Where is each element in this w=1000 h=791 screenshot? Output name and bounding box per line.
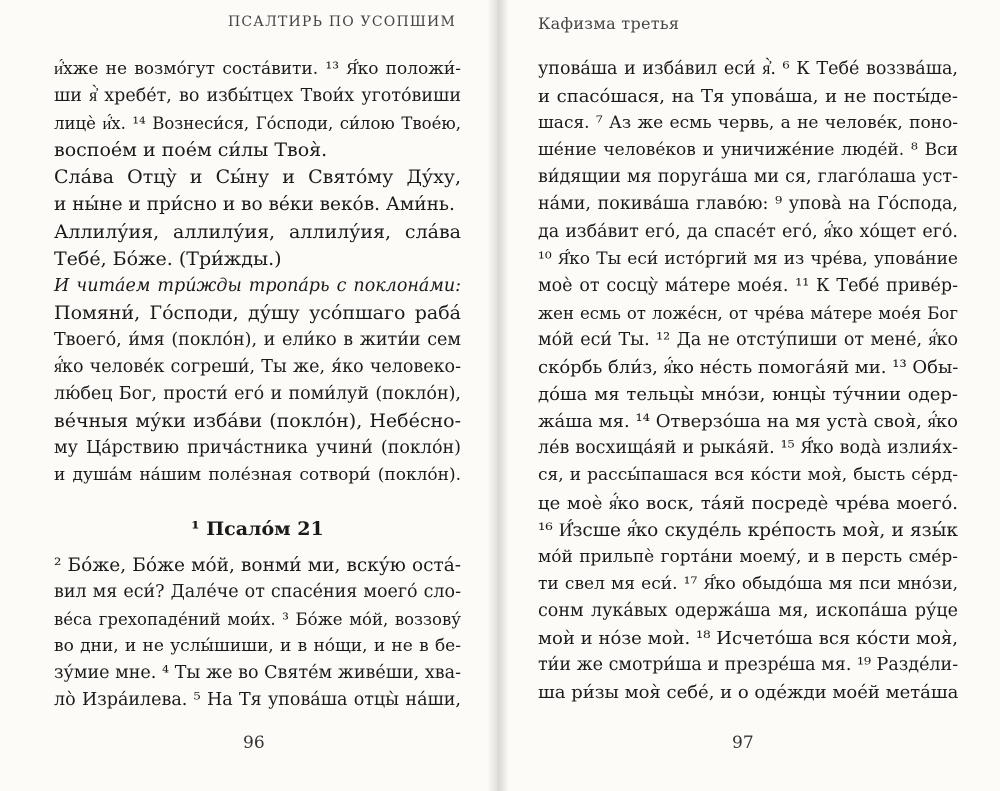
text-line: Аллилу́ия, аллилу́ия, аллилу́ия, сла́ва bbox=[54, 220, 461, 243]
text-line: лю́бец Бог, прости́ его́ и поми́луй (покло́н), bbox=[54, 384, 461, 405]
text-line: ло̀ Изра́илева. ⁵ На Тя упова́ша отцы̀ на́ши, bbox=[54, 689, 461, 710]
text-line: и душа́м на́шим поле́зная сотвори́ (покло́н). bbox=[54, 465, 461, 486]
page-number-left: 96 bbox=[243, 733, 265, 753]
text-line: до́ша мя тельцы̀ мно́зи, юнцы̀ ту́чнии одер- bbox=[538, 384, 958, 406]
text-line: ско́рбь бли́з, я҆́ко не́сть помога́яй ми. ¹³ Обы- bbox=[538, 357, 959, 379]
text-line: ше́ние челове́ков и уничиже́ние люде́й. ⁸ Вси bbox=[538, 140, 958, 161]
left-page-text bbox=[54, 56, 461, 714]
text-line: моѐ от сосцу̀ ма́тере мое́я. ¹¹ К Тебе́ приве́р- bbox=[538, 275, 958, 296]
text-line: и҆́хже не возмо́гут соста́вити. ¹³ Я҆́ко положи́- bbox=[54, 59, 461, 79]
text-line: воспое́м и пое́м си́лы Твоя̀. bbox=[54, 139, 328, 162]
text-line: мо́й прильпѐ горта́ни моему́, и в персть сме́р- bbox=[538, 546, 958, 567]
text-line: ти свел мя еси́. ¹⁷ Я҆́ко обыдо́ша мя пси мно́зи, bbox=[538, 573, 958, 594]
right-page-text bbox=[538, 56, 958, 706]
text-line: жа́ша мя. ¹⁴ Отверзо́ша на мя уста̀ своя̀, я҆́ко bbox=[538, 411, 958, 433]
text-line: Твоего́, и́мя (покло́н), и ели́ко в жити́и сем bbox=[54, 329, 461, 350]
text-line: на́ми, покива́ша главо́ю: ⁹ упова̀ на Го́спода, bbox=[538, 194, 958, 215]
text-line: ле́в восхища́яй и рыка́яй. ¹⁵ Я҆́ко вода̀ излия́х- bbox=[538, 438, 958, 459]
text-line: мо́й еси́ Ты. ¹² Да не отсту́пиши от мене́, я҆́ко bbox=[538, 329, 958, 350]
text-line: Помяни́, Го́споди, ду́шу усо́пшаго раба́ bbox=[54, 301, 461, 324]
text-line: лицѐ и҆́х. ¹⁴ Вознеси́ся, Го́споди, си́лою Твое́ю, bbox=[54, 114, 461, 134]
rubric-line: И чита́ем три́жды тропа́рь с поклона́ми: bbox=[54, 275, 461, 296]
text-line: му Ца́рствию прича́стника учини́ (покло́н) bbox=[54, 438, 461, 459]
text-line: я҆́ко челове́к согреши́, Ты же, я́ко человеко- bbox=[54, 357, 461, 378]
text-line: упова́ша и изба́вил еси́ я҆̀. ⁶ К Тебе́ воззва́ша, bbox=[538, 59, 958, 79]
text-line: ви́дящии мя поруга́ша ми ся, глаго́лаша уст- bbox=[538, 167, 958, 188]
text-line: ве́чныя му́ки изба́ви (покло́н), Небе́сно- bbox=[54, 410, 461, 433]
text-line: сонм лука́вых одержа́ша мя, ископа́ша ру́це bbox=[538, 600, 958, 621]
text-line: жен есмь от ложе́сн, от чре́ва ма́тере мое́я Бог bbox=[538, 303, 958, 323]
text-line: ¹⁰ Я҆́ко Ты еси́ исто́ргий мя из чре́ва, упова́ние bbox=[538, 248, 958, 269]
right-page bbox=[508, 0, 1000, 791]
text-line: вил мя еси́? Дале́че от спасе́ния моего́ сло- bbox=[54, 581, 461, 602]
text-line: Сла́ва Отцу̀ и Сы́ну и Свято́му Ду́ху, bbox=[54, 166, 461, 189]
running-header-left: ПСАЛТИРЬ ПО УСОПШИМ bbox=[227, 14, 456, 30]
text-line: Тебе́, Бо́же. (Три́жды.) bbox=[54, 247, 282, 270]
text-line: ¹⁶ И҆́зсше я҆́ко скуде́ль кре́пость моя̀, и язы́к bbox=[538, 519, 958, 541]
text-line: шася. ⁷ Аз же есмь червь, а не челове́к, поно- bbox=[538, 113, 958, 134]
text-line: и спасо́шася, на Тя упова́ша, и не посты́де- bbox=[538, 86, 958, 108]
text-line: ся, и рассы́пашася вся ко́сти моя̀, бысть се́рд- bbox=[538, 465, 958, 486]
text-line: ² Бо́же, Бо́же мо́й, вонми́ ми, вску́ю оста́- bbox=[54, 554, 461, 576]
text-line: ти́и же смотри́ша и презре́ша мя. ¹⁹ Разде́ли- bbox=[538, 655, 959, 676]
text-line: ша ри́зы моя̀ себе́, и о оде́жди мое́й мета́ша bbox=[538, 682, 959, 704]
text-line: и ны́не и при́сно и во ве́ки веко́в. Ами́нь. bbox=[54, 194, 455, 216]
running-header-right: Кафизма третья bbox=[538, 14, 680, 33]
text-line: ши я҆̀ хребе́т, во избы́тцех Твои́х угото́виши bbox=[54, 86, 461, 107]
text-line: це моѐ я҆́ко воск, та́яй посредѐ чре́ва моего́. bbox=[538, 492, 958, 514]
text-line: да изба́вит его́, да спасе́т его́, я҆́ко хо́щет его́. bbox=[538, 221, 958, 242]
psalm-heading: ¹ Псало́м 21 bbox=[191, 517, 324, 540]
text-line: во дни, и не услы́шиши, и в но́щи, и не в бе- bbox=[54, 635, 461, 656]
page-number-right: 97 bbox=[732, 733, 754, 753]
text-line: моѝ и но́зе моѝ. ¹⁸ Исчето́ша вся ко́сти моя̀, bbox=[538, 627, 958, 649]
text-line: ве́са грехопаде́ний мои́х. ³ Бо́же мо́й, воззову́ bbox=[54, 609, 461, 629]
left-page bbox=[0, 0, 492, 791]
text-line: зу́мие мне. ⁴ Ты же во Святе́м живе́ши, хва- bbox=[54, 662, 461, 683]
